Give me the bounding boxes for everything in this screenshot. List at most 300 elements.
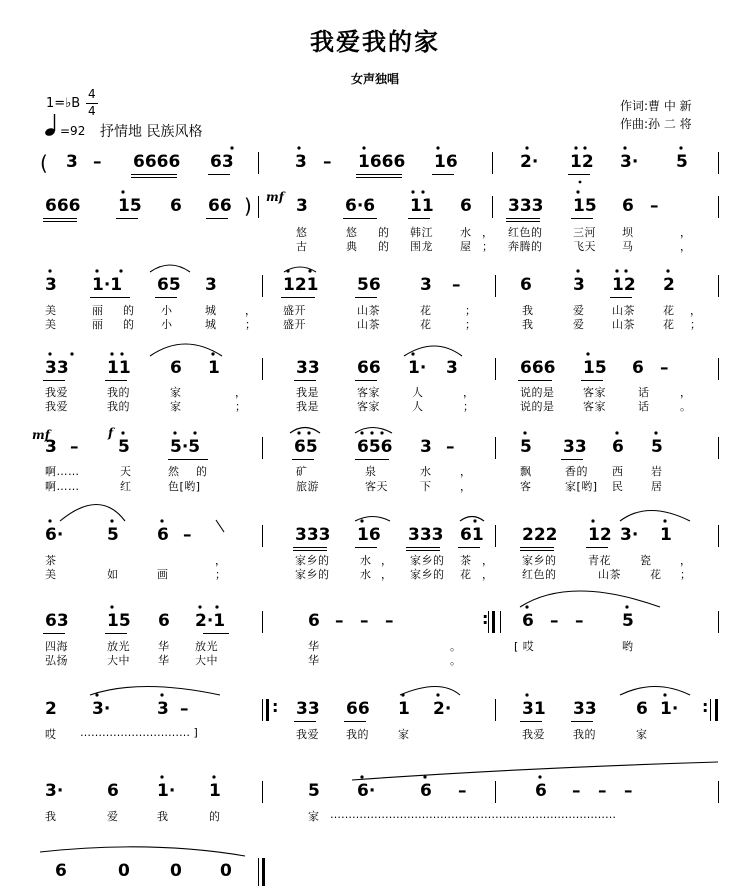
lyric: 花 [420, 318, 432, 331]
lyric: ； [680, 568, 692, 581]
note: 1· [660, 699, 679, 719]
lyric: 奔腾的 [508, 240, 543, 253]
lyric: 三河 [573, 226, 596, 239]
note-dash: – [624, 781, 633, 801]
barline [262, 611, 263, 633]
note-dash: – [550, 611, 559, 631]
barline-thick [492, 611, 495, 633]
note-group: 33 [296, 358, 320, 378]
barline [718, 525, 719, 547]
lyric: 放光 [107, 640, 130, 653]
lyric: 我爱 [522, 728, 545, 741]
barline [718, 152, 719, 174]
note: 3· [45, 781, 64, 801]
lyric: 华 [308, 654, 320, 667]
note-group: 333 [508, 196, 544, 216]
note: 2 [45, 699, 57, 719]
note-dash: – [93, 152, 102, 172]
lyric: [ 哎 [514, 640, 535, 653]
note: 5 [676, 152, 688, 172]
lyric: 山茶 [612, 318, 635, 331]
lyric: 说的是 [520, 386, 555, 399]
lyric: 的 [196, 465, 208, 478]
lyric: 弘扬 [45, 654, 68, 667]
lyric: 我的 [107, 386, 130, 399]
barline [718, 781, 719, 803]
note: 3 [296, 196, 308, 216]
barline [495, 358, 496, 380]
barline [262, 275, 263, 297]
lyric: 茶 [460, 554, 472, 567]
note-group: 11 [410, 196, 434, 216]
lyric: 我爱 [45, 400, 68, 413]
note-group: 6·6 [345, 196, 376, 216]
lyric: ， [460, 480, 472, 493]
barline [262, 699, 263, 721]
lyric: 美 [45, 304, 57, 317]
lyric: 矿 [296, 465, 308, 478]
lyric: ； [463, 400, 475, 413]
lyric: 红色的 [508, 226, 543, 239]
lyric: ， [245, 304, 257, 317]
note: 3 [420, 437, 432, 457]
note: 6 [308, 611, 320, 631]
note: 2· [433, 699, 452, 719]
note: 5 [118, 437, 130, 457]
barline [500, 611, 501, 633]
note-dash: – [335, 611, 344, 631]
note: 6· [45, 525, 64, 545]
time-signature-bottom: 4 [88, 104, 96, 118]
note: 5 [520, 437, 532, 457]
note-group: 121 [283, 275, 319, 295]
lyric: 大中 [195, 654, 218, 667]
lyric: 家乡的 [522, 554, 557, 567]
note: 3 [573, 275, 585, 295]
lyric: 爱 [573, 318, 585, 331]
lyric: 红 [120, 480, 132, 493]
lyric: 我的 [346, 728, 369, 741]
barline [495, 275, 496, 297]
note: 3· [620, 152, 639, 172]
lyric: 的 [123, 304, 135, 317]
lyric: 茶 [45, 554, 57, 567]
lyric: 民 [612, 480, 624, 493]
barline [718, 611, 719, 633]
note: 6 [520, 275, 532, 295]
note-dash: – [323, 152, 332, 172]
lyricist-credit: 作词:曹 中 新 [620, 99, 692, 113]
note-dash: – [446, 437, 455, 457]
barline [492, 196, 493, 218]
lyric: ； [465, 304, 477, 317]
lyric: ， [680, 240, 692, 253]
note: 3 [45, 437, 57, 457]
lyric: 西 [612, 465, 624, 478]
time-signature-divider [86, 103, 98, 104]
note-dash: – [598, 781, 607, 801]
lyric: 飘 [520, 465, 532, 478]
lyric: 家乡的 [410, 554, 445, 567]
barline [258, 196, 259, 218]
lyric: 说的是 [520, 400, 555, 413]
lyric: 花 [663, 304, 675, 317]
lyric: 家乡的 [295, 568, 330, 581]
note-group: 12 [588, 525, 612, 545]
note: 1 [660, 525, 672, 545]
barline [262, 781, 263, 803]
barline [495, 525, 496, 547]
note: 3 [157, 699, 169, 719]
lyric: 山茶 [598, 568, 621, 581]
note-group: 1666 [358, 152, 406, 172]
lyric: 客天 [365, 480, 388, 493]
lyric: 人 [412, 400, 424, 413]
lyric: 水 [460, 226, 472, 239]
note-dash: – [180, 699, 189, 719]
note: 6 [636, 699, 648, 719]
note: 3· [92, 699, 111, 719]
repeat-dots: : [272, 697, 279, 716]
lyric: 水 [360, 568, 372, 581]
note: 6 [622, 196, 634, 216]
barline [718, 437, 719, 459]
note-group: 56 [357, 275, 381, 295]
note-group: 12 [570, 152, 594, 172]
note: 5 [651, 437, 663, 457]
note-group: 15 [583, 358, 607, 378]
lyric: 四海 [45, 640, 68, 653]
note: 2· [520, 152, 539, 172]
note-group: 66 [357, 358, 381, 378]
lyric: 话 [638, 400, 650, 413]
note-group: 666 [520, 358, 556, 378]
note-dash: – [650, 196, 659, 216]
lyric: 我的 [573, 728, 596, 741]
note: 6 [522, 611, 534, 631]
note-group: 2·1 [195, 611, 226, 631]
note: 5 [107, 525, 119, 545]
note-group: 15 [118, 196, 142, 216]
note: 6 [157, 525, 169, 545]
lyric: ； [482, 240, 494, 253]
barline [258, 858, 259, 886]
lyric: 天 [120, 465, 132, 478]
note-group: 61 [460, 525, 484, 545]
lyric: 水 [420, 465, 432, 478]
lyric: ， [482, 226, 494, 239]
repeat-dots: : [702, 697, 709, 716]
lyric: 华 [158, 654, 170, 667]
paren-close: ) [244, 194, 252, 218]
lyric: ； [215, 568, 227, 581]
note-group: 15 [573, 196, 597, 216]
lyric: 典 [346, 240, 358, 253]
lyric: 下 [420, 480, 432, 493]
lyric: 哟 [622, 640, 634, 653]
note-dash: – [452, 275, 461, 295]
lyric: 山茶 [357, 304, 380, 317]
note-group: 12 [612, 275, 636, 295]
barline [262, 437, 263, 459]
rest: 0 [118, 861, 130, 881]
lyric: 飞天 [573, 240, 596, 253]
lyric: 香的 [565, 465, 588, 478]
lyric: 。 [680, 400, 692, 413]
lyric: 我 [522, 318, 534, 331]
note-group: 16 [434, 152, 458, 172]
lyric: 盛开 [283, 304, 306, 317]
note-group: 65 [294, 437, 318, 457]
note-group: 666 [45, 196, 81, 216]
note-group: 656 [357, 437, 393, 457]
note-group: 65 [157, 275, 181, 295]
lyric: 我 [45, 810, 57, 823]
lyric: 泉 [365, 465, 377, 478]
lyric: 城 [205, 304, 217, 317]
lyric: 华 [308, 640, 320, 653]
note: 2 [663, 275, 675, 295]
lyric: ， [690, 304, 702, 317]
note: 3 [66, 152, 78, 172]
key-signature: 1=♭B [46, 96, 81, 111]
lyric: 然 [168, 465, 180, 478]
note-group: 333 [295, 525, 331, 545]
lyric: 我是 [296, 400, 319, 413]
repeat-dots: : [482, 609, 489, 628]
lyric: 美 [45, 568, 57, 581]
note-dash: – [360, 611, 369, 631]
lyric: 色[哟] [168, 480, 201, 493]
lyric: 围龙 [410, 240, 433, 253]
lyric: 坝 [622, 226, 634, 239]
tempo-mark: =92 [60, 124, 86, 138]
note-group: 33 [573, 699, 597, 719]
lyric: 家 [636, 728, 648, 741]
note: 1· [157, 781, 176, 801]
lyric: 如 [107, 568, 119, 581]
note: 6 [612, 437, 624, 457]
note: 1· [408, 358, 427, 378]
barline [262, 525, 263, 547]
lyric: 华 [158, 640, 170, 653]
note-group: 222 [522, 525, 558, 545]
note: 3 [295, 152, 307, 172]
note: 1 [398, 699, 410, 719]
lyric: ； [465, 318, 477, 331]
barline [718, 196, 719, 218]
lyric: ， [215, 554, 227, 567]
song-subtitle: 女声独唱 [350, 72, 399, 86]
lyric: 悠 [296, 226, 308, 239]
dynamic-f: f [108, 426, 114, 440]
lyric: 家[哟] [565, 480, 598, 493]
lyric: 花 [663, 318, 675, 331]
lyric: 丽 [92, 304, 104, 317]
lyric: 爱 [573, 304, 585, 317]
lyric: 美 [45, 318, 57, 331]
note: 6 [170, 196, 182, 216]
note: 6 [55, 861, 67, 881]
note-group: 6666 [133, 152, 181, 172]
lyric: 瓷 [640, 554, 652, 567]
lyric: ， [680, 386, 692, 399]
lyric: 水 [360, 554, 372, 567]
lyric: 红色的 [522, 568, 557, 581]
note: 3 [420, 275, 432, 295]
barline [492, 152, 493, 174]
note-dash: – [385, 611, 394, 631]
lyric: 韩江 [410, 226, 433, 239]
note-group: 31 [522, 699, 546, 719]
lyric: ， [482, 554, 494, 567]
lyric: 的 [378, 240, 390, 253]
lyric: ， [482, 568, 494, 581]
barline [488, 611, 489, 633]
lyric: 的 [209, 810, 221, 823]
note-dash: – [458, 781, 467, 801]
barline [710, 699, 711, 721]
note: 6 [158, 611, 170, 631]
barline [718, 358, 719, 380]
rest: 0 [220, 861, 232, 881]
lyric: 盛开 [283, 318, 306, 331]
lyric: 啊…… [45, 480, 80, 493]
lyric: 家乡的 [295, 554, 330, 567]
lyric: ； [245, 318, 257, 331]
note-dash: – [572, 781, 581, 801]
lyric: 。 [450, 640, 462, 653]
lyric-dots: …………………………………………………………………… [330, 808, 616, 821]
lyric: 花 [460, 568, 472, 581]
note: 6 [420, 781, 432, 801]
note: 6 [170, 358, 182, 378]
note-dash: – [660, 358, 669, 378]
lyric: 居 [651, 480, 663, 493]
lyric: 的 [123, 318, 135, 331]
expression-mark: 抒情地 民族风格 [100, 124, 203, 140]
barline [495, 437, 496, 459]
note-group: 33 [563, 437, 587, 457]
note: 3· [620, 525, 639, 545]
lyric: ， [463, 386, 475, 399]
lyric: 岩 [651, 465, 663, 478]
dynamic-mf: mf [266, 190, 284, 204]
lyric: 话 [638, 386, 650, 399]
lyric: 花 [650, 568, 662, 581]
lyric: 古 [296, 240, 308, 253]
lyric: 家 [308, 810, 320, 823]
composer-credit: 作曲:孙 二 将 [620, 117, 692, 131]
quarter-note-icon [44, 112, 60, 138]
lyric: 客家 [583, 400, 606, 413]
lyric: ， [235, 386, 247, 399]
note: 6 [632, 358, 644, 378]
lyric: 的 [378, 226, 390, 239]
barline-thick [262, 858, 265, 886]
lyric: 山茶 [357, 318, 380, 331]
note: 6 [460, 196, 472, 216]
note-group: 66 [346, 699, 370, 719]
lyric: 爱 [107, 810, 119, 823]
barline [258, 152, 259, 174]
barline [495, 781, 496, 803]
lyric: 家 [170, 386, 182, 399]
lyric: ， [460, 465, 472, 478]
lyric: 客家 [357, 386, 380, 399]
barline-thick [266, 699, 269, 721]
lyric: ； [235, 400, 247, 413]
note-group: 11 [107, 358, 131, 378]
lyric: 城 [205, 318, 217, 331]
note: 6 [107, 781, 119, 801]
lyric: ， [381, 554, 393, 567]
lyric: 山茶 [612, 304, 635, 317]
lyric: ， [680, 554, 692, 567]
note: 6 [535, 781, 547, 801]
note: 1 [209, 781, 221, 801]
barline [495, 699, 496, 721]
lyric: 。 [450, 654, 462, 667]
dynamic-mf: mf [32, 428, 50, 442]
lyric: 马 [622, 240, 634, 253]
lyric: 客家 [583, 386, 606, 399]
note-group: 5·5 [170, 437, 201, 457]
note: 3 [446, 358, 458, 378]
lyric: 放光 [195, 640, 218, 653]
note-group: 66 [208, 196, 232, 216]
song-title: 我爱我的家 [310, 28, 440, 56]
lyric: 家乡的 [410, 568, 445, 581]
note-dash: – [575, 611, 584, 631]
lyric: 我 [522, 304, 534, 317]
lyric: 我爱 [296, 728, 319, 741]
lyric: ， [680, 226, 692, 239]
lyric-dots: ………………………… ] [80, 726, 198, 739]
lyric: ， [381, 568, 393, 581]
lyric: 我是 [296, 386, 319, 399]
note-dash: – [70, 437, 79, 457]
note-dash: – [183, 525, 192, 545]
lyric: 小 [161, 318, 173, 331]
lyric: 哎 [45, 728, 57, 741]
note-group: 63 [210, 152, 234, 172]
paren-open: ( [40, 151, 48, 175]
lyric: 啊…… [45, 465, 80, 478]
lyric: 我 [157, 810, 169, 823]
note: 1 [208, 358, 220, 378]
barline-thick [715, 699, 718, 721]
note-group: 16 [357, 525, 381, 545]
lyric: 家 [170, 400, 182, 413]
lyric: 人 [412, 386, 424, 399]
lyric: 客 [520, 480, 532, 493]
lyric: 丽 [92, 318, 104, 331]
lyric: 大中 [107, 654, 130, 667]
note: 5 [308, 781, 320, 801]
lyric: 青花 [588, 554, 611, 567]
lyric: 画 [157, 568, 169, 581]
lyric: 家 [398, 728, 410, 741]
barline [262, 358, 263, 380]
lyric: 屋 [460, 240, 472, 253]
lyric: ； [690, 318, 702, 331]
note: 6· [357, 781, 376, 801]
lyric: 悠 [346, 226, 358, 239]
lyric: 小 [161, 304, 173, 317]
time-signature-top: 4 [88, 87, 96, 101]
note-group: 333 [408, 525, 444, 545]
